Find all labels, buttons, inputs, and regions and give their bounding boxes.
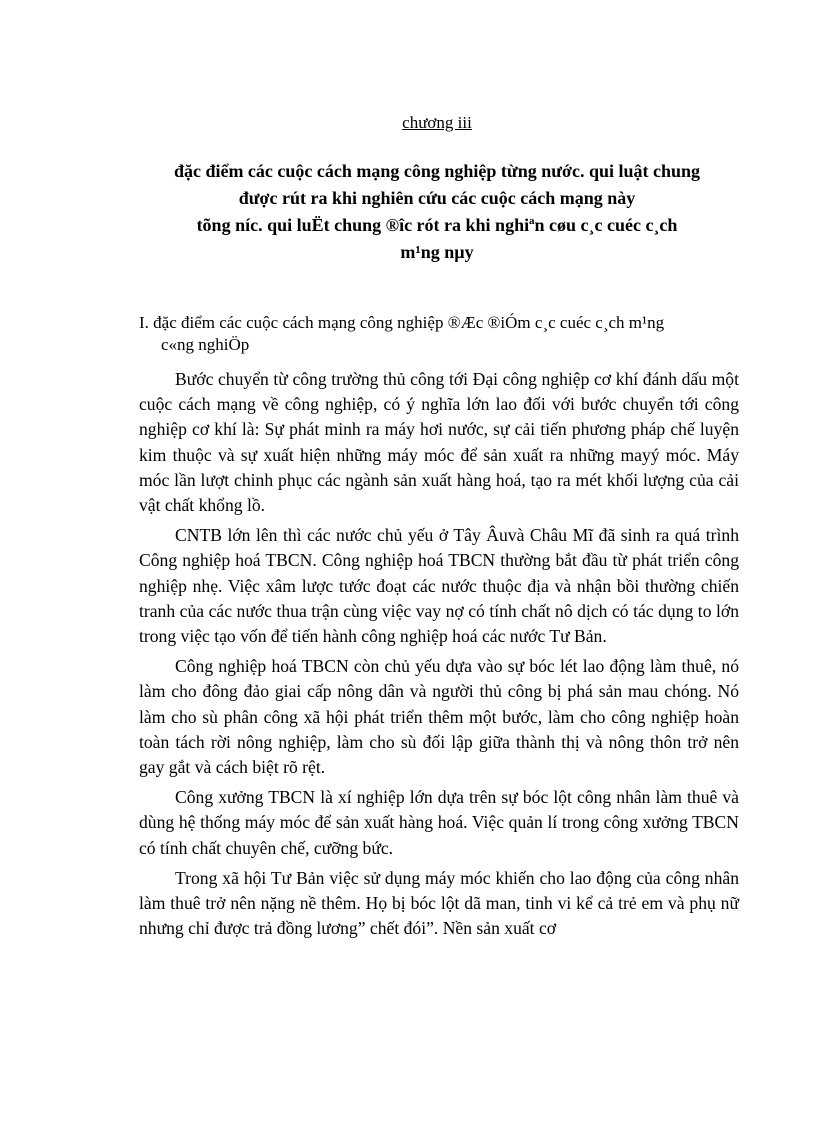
section-heading-line: c«ng nghiÖp bbox=[161, 335, 250, 354]
section-heading bbox=[139, 312, 741, 356]
paragraph: Công xưởng TBCN là xí nghiệp lớn dựa trên sự bóc lột công nhân làm thuê và dùng hệ thống máy móc để sản xuất hàng hoá. Việc quản lí trong công xưởng TBCN có tính chất chuyên chế, cưỡng bức. bbox=[139, 787, 739, 858]
section-heading-line: I. đặc điểm các cuộc cách mạng công nghiệp ®Æc ®iÓm c¸c cuéc c¸ch m¹ng bbox=[139, 313, 665, 332]
chapter-heading: chương iii bbox=[402, 113, 472, 132]
title-line: m¹ng nµy bbox=[400, 242, 474, 262]
title-line: được rút ra khi nghiên cứu các cuộc cách mạng này bbox=[238, 188, 636, 208]
body-text bbox=[139, 367, 739, 946]
title-line: đặc điểm các cuộc cách mạng công nghiệp từng nước. qui luật chung bbox=[173, 161, 701, 181]
paragraph: Trong xã hội Tư Bản việc sử dụng máy móc khiến cho lao động của công nhân làm thuê trở nên nặng nề thêm. Họ bị bóc lột dã man, tinh vi kể cả trẻ em và phụ nữ nhưng chỉ được trả đồng lương” chết đói”. Nền sản xuất cơ bbox=[139, 867, 739, 939]
title-line: tõng níc. qui luËt chung ®îc rót ra khi nghiªn cøu c¸c cuéc c¸ch bbox=[196, 215, 678, 235]
paragraph: CNTB lớn lên thì các nước chủ yếu ở Tây Âuvà Châu Mĩ đã sinh ra quá trình Công nghiệp hoá TBCN. Công nghiệp hoá TBCN thường bắt đầu từ phát triển công nghiệp nhẹ. Việc xâm lược tước đoạt các nước thuộc địa và nhận bồi thường chiến tranh của các nước thua trận cùng việc vay nợ có tính chất nô dịch có tác dụng to lớn trong việc tạo vốn để tiến hành công nghiệp hoá các nước Tư Bản. bbox=[139, 525, 739, 647]
paragraph: Công nghiệp hoá TBCN còn chủ yếu dựa vào sự bóc lét lao động làm thuê, nó làm cho đông đảo giai cấp nông dân và người thủ công bị phá sản mau chóng. Nó làm cho sù phân công xã hội phát triển thêm một bước, làm cho công nghiệp hoàn toàn tách rời nông nghiệp, làm cho sù đối lập giữa thành thị và nông thôn trở nên gay gắt và cách biệt rõ rệt. bbox=[139, 656, 739, 778]
paragraph: Bước chuyển từ công trường thủ công tới Đại công nghiệp cơ khí đánh dấu một cuộc cách mạng về công nghiệp, có ý nghĩa lớn lao đối với bước chuyển tới công nghiệp cơ khí là: Sự phát minh ra máy hơi nước, sự cải tiến phương pháp chế luyện kim thuộc và sự xuất hiện những máy móc để sản xuất ra những mayý móc. Máy móc lần lượt chinh phục các ngành sản xuất hàng hoá, tạo ra mét khối lượng của cải vật chất khổng lồ. bbox=[139, 369, 739, 516]
chapter-title bbox=[120, 158, 754, 266]
